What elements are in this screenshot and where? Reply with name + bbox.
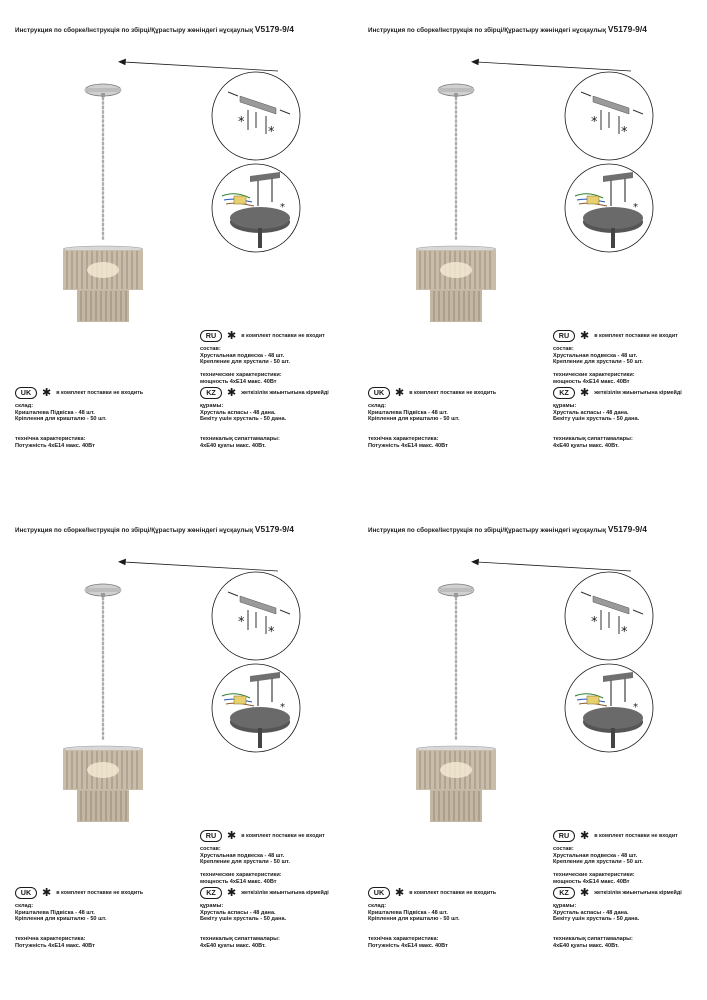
uk-language-badge: UK xyxy=(368,387,390,399)
spec-title: технічна характеристика: xyxy=(368,936,439,942)
spec-title: технічна характеристика: xyxy=(368,436,439,442)
chandelier-illustration xyxy=(55,75,175,325)
kz-spec-section xyxy=(200,936,350,949)
not-included-note: в комплект поставки не входит xyxy=(241,332,325,339)
wiring-diagram-icon xyxy=(210,162,302,254)
uk-language-badge: UK xyxy=(15,387,37,399)
ru-language-badge: RU xyxy=(200,330,222,342)
composition-line: Кришталева Підвіска - 48 шт. xyxy=(15,409,95,416)
svg-text:*: * xyxy=(621,625,628,640)
spec-title: техникалық сипаттамалары: xyxy=(553,436,633,442)
instruction-title xyxy=(368,524,647,534)
instruction-panel xyxy=(0,500,353,1000)
spec-value: 4xE40 қуаты макс. 40Вт. xyxy=(553,942,619,949)
composition-line: Хрусталь аспасы - 48 дана. xyxy=(553,909,629,916)
composition-line: Крепление для хрустали - 50 шт. xyxy=(200,359,290,366)
kz-language-badge: KZ xyxy=(553,387,575,399)
svg-text:*: * xyxy=(621,125,628,140)
spec-title: технические характеристики: xyxy=(200,372,282,379)
instruction-panel xyxy=(0,0,353,500)
ru-language-badge: RU xyxy=(553,830,575,842)
title-text: Инструкция по сборке/Інструкція по збірці/Құрастыру жөніндегі нұсқаулық xyxy=(368,527,607,534)
asterisk-icon: ✱ xyxy=(227,330,237,342)
spec-title: технические характеристики: xyxy=(553,872,635,879)
composition-line: Крепление для хрустали - 50 шт. xyxy=(553,359,643,366)
kz-spec-section xyxy=(553,436,703,449)
svg-text:*: * xyxy=(280,702,285,713)
svg-text:*: * xyxy=(268,125,275,140)
svg-text:*: * xyxy=(591,615,598,630)
ru-section xyxy=(553,830,703,886)
composition-title: склад: xyxy=(368,903,387,909)
instruction-title xyxy=(368,24,647,34)
title-text: Инструкция по сборке/Інструкція по збірці/Құрастыру жөніндегі нұсқаулық xyxy=(15,527,254,534)
mounting-bracket-icon xyxy=(210,70,302,162)
instruction-panel xyxy=(353,500,706,1000)
not-included-note: в комплект поставки не входит xyxy=(594,332,678,339)
composition-line: Кришталева Підвіска - 48 шт. xyxy=(15,909,95,916)
composition-line: Хрусталь аспасы - 48 дана. xyxy=(553,409,629,416)
not-included-note: жеткізілім жиынтығына кірмейді xyxy=(594,389,682,396)
spec-title: техникалық сипаттамалары: xyxy=(200,936,280,942)
composition-line: Хрустальная подвеска - 48 шт. xyxy=(200,852,285,859)
composition-title: склад: xyxy=(368,403,387,409)
composition-line: Бекіту үшін хрусталь - 50 дана. xyxy=(200,416,287,423)
uk-section xyxy=(15,387,185,423)
uk-spec-section xyxy=(15,936,185,949)
asterisk-icon: ✱ xyxy=(580,330,590,342)
kz-section xyxy=(553,387,703,423)
instruction-panel xyxy=(353,0,706,500)
wiring-diagram-icon xyxy=(210,662,302,754)
chandelier-illustration xyxy=(408,75,528,325)
spec-title: технические характеристики: xyxy=(200,872,282,879)
composition-title: құрамы: xyxy=(553,403,577,409)
svg-text:*: * xyxy=(280,202,285,213)
composition-line: Хрустальная подвеска - 48 шт. xyxy=(553,352,638,359)
ru-section xyxy=(553,330,703,386)
not-included-note: в комплект поставки не входить xyxy=(56,389,144,396)
composition-title: склад: xyxy=(15,903,34,909)
spec-title: техникалық сипаттамалары: xyxy=(200,436,280,442)
kz-section xyxy=(200,887,350,923)
chandelier-illustration xyxy=(55,575,175,825)
composition-title: құрамы: xyxy=(200,903,224,909)
kz-language-badge: KZ xyxy=(553,887,575,899)
kz-spec-section xyxy=(553,936,703,949)
chandelier-illustration xyxy=(408,575,528,825)
composition-line: Кріплення для кришталю - 50 шт. xyxy=(15,916,107,923)
ru-language-badge: RU xyxy=(553,330,575,342)
title-text: Инструкция по сборке/Інструкція по збірці/Құрастыру жөніндегі нұсқаулық xyxy=(368,27,607,34)
kz-language-badge: KZ xyxy=(200,387,222,399)
kz-section xyxy=(200,387,350,423)
spec-title: технічна характеристика: xyxy=(15,436,86,442)
composition-line: Крепление для хрустали - 50 шт. xyxy=(200,859,290,866)
composition-line: Хрусталь аспасы - 48 дана. xyxy=(200,409,276,416)
composition-line: Кріплення для кришталю - 50 шт. xyxy=(368,416,460,423)
kz-spec-section xyxy=(200,436,350,449)
uk-section xyxy=(368,887,538,923)
spec-title: технічна характеристика: xyxy=(15,936,86,942)
spec-value: мощность 4xE14 макс. 40Вт xyxy=(200,878,277,885)
composition-line: Кришталева Підвіска - 48 шт. xyxy=(368,409,448,416)
svg-text:*: * xyxy=(238,115,245,130)
wiring-diagram-icon xyxy=(563,662,655,754)
mounting-bracket-icon xyxy=(563,70,655,162)
asterisk-icon: ✱ xyxy=(395,887,405,899)
asterisk-icon: ✱ xyxy=(580,887,590,899)
model-number: V5179-9/4 xyxy=(607,24,647,34)
spec-title: техникалық сипаттамалары: xyxy=(553,936,633,942)
svg-text:*: * xyxy=(268,625,275,640)
title-text: Инструкция по сборке/Інструкція по збірці/Құрастыру жөніндегі нұсқаулық xyxy=(15,27,254,34)
mounting-bracket-icon xyxy=(210,570,302,662)
svg-text:*: * xyxy=(238,615,245,630)
uk-language-badge: UK xyxy=(15,887,37,899)
composition-line: Хрустальная подвеска - 48 шт. xyxy=(553,852,638,859)
not-included-note: в комплект поставки не входить xyxy=(409,389,497,396)
composition-line: Хрусталь аспасы - 48 дана. xyxy=(200,909,276,916)
spec-value: Потужність 4xE14 макс. 40Вт xyxy=(368,942,448,949)
spec-value: мощность 4xE14 макс. 40Вт xyxy=(553,878,630,885)
composition-line: Бекіту үшін хрусталь - 50 дана. xyxy=(553,416,640,423)
not-included-note: в комплект поставки не входит xyxy=(594,832,678,839)
instruction-title xyxy=(15,524,294,534)
asterisk-icon: ✱ xyxy=(580,830,590,842)
ru-language-badge: RU xyxy=(200,830,222,842)
spec-value: Потужність 4xE14 макс. 40Вт xyxy=(15,942,95,949)
asterisk-icon: ✱ xyxy=(42,387,52,399)
composition-title: состав: xyxy=(553,846,574,852)
uk-spec-section xyxy=(15,436,185,449)
spec-value: мощность 4xE14 макс. 40Вт xyxy=(200,378,277,385)
composition-line: Хрустальная подвеска - 48 шт. xyxy=(200,352,285,359)
not-included-note: жеткізілім жиынтығына кірмейді xyxy=(594,889,682,896)
composition-title: құрамы: xyxy=(200,403,224,409)
asterisk-icon: ✱ xyxy=(227,887,237,899)
svg-text:*: * xyxy=(633,202,638,213)
uk-section xyxy=(368,387,538,423)
composition-line: Крепление для хрустали - 50 шт. xyxy=(553,859,643,866)
not-included-note: в комплект поставки не входит xyxy=(241,832,325,839)
instruction-title xyxy=(15,24,294,34)
asterisk-icon: ✱ xyxy=(227,830,237,842)
kz-language-badge: KZ xyxy=(200,887,222,899)
asterisk-icon: ✱ xyxy=(42,887,52,899)
spec-value: Потужність 4xE14 макс. 40Вт xyxy=(15,442,95,449)
model-number: V5179-9/4 xyxy=(254,524,294,534)
asterisk-icon: ✱ xyxy=(395,387,405,399)
uk-spec-section xyxy=(368,436,538,449)
ru-section xyxy=(200,830,350,886)
asterisk-icon: ✱ xyxy=(227,387,237,399)
composition-title: құрамы: xyxy=(553,903,577,909)
composition-title: состав: xyxy=(200,346,221,352)
composition-line: Кришталева Підвіска - 48 шт. xyxy=(368,909,448,916)
asterisk-icon: ✱ xyxy=(580,387,590,399)
composition-line: Кріплення для кришталю - 50 шт. xyxy=(15,416,107,423)
not-included-note: в комплект поставки не входить xyxy=(409,889,497,896)
composition-line: Бекіту үшін хрусталь - 50 дана. xyxy=(200,916,287,923)
composition-title: состав: xyxy=(553,346,574,352)
kz-section xyxy=(553,887,703,923)
wiring-diagram-icon xyxy=(563,162,655,254)
uk-language-badge: UK xyxy=(368,887,390,899)
spec-value: 4xE40 қуаты макс. 40Вт. xyxy=(200,942,266,949)
spec-title: технические характеристики: xyxy=(553,372,635,379)
ru-section xyxy=(200,330,350,386)
mounting-bracket-icon xyxy=(563,570,655,662)
composition-line: Кріплення для кришталю - 50 шт. xyxy=(368,916,460,923)
spec-value: мощность 4xE14 макс. 40Вт xyxy=(553,378,630,385)
not-included-note: жеткізілім жиынтығына кірмейді xyxy=(241,389,329,396)
not-included-note: в комплект поставки не входить xyxy=(56,889,144,896)
composition-title: состав: xyxy=(200,846,221,852)
model-number: V5179-9/4 xyxy=(607,524,647,534)
uk-spec-section xyxy=(368,936,538,949)
spec-value: Потужність 4xE14 макс. 40Вт xyxy=(368,442,448,449)
uk-section xyxy=(15,887,185,923)
svg-text:*: * xyxy=(591,115,598,130)
svg-text:*: * xyxy=(633,702,638,713)
composition-title: склад: xyxy=(15,403,34,409)
spec-value: 4xE40 қуаты макс. 40Вт. xyxy=(200,442,266,449)
composition-line: Бекіту үшін хрусталь - 50 дана. xyxy=(553,916,640,923)
model-number: V5179-9/4 xyxy=(254,24,294,34)
spec-value: 4xE40 қуаты макс. 40Вт. xyxy=(553,442,619,449)
not-included-note: жеткізілім жиынтығына кірмейді xyxy=(241,889,329,896)
